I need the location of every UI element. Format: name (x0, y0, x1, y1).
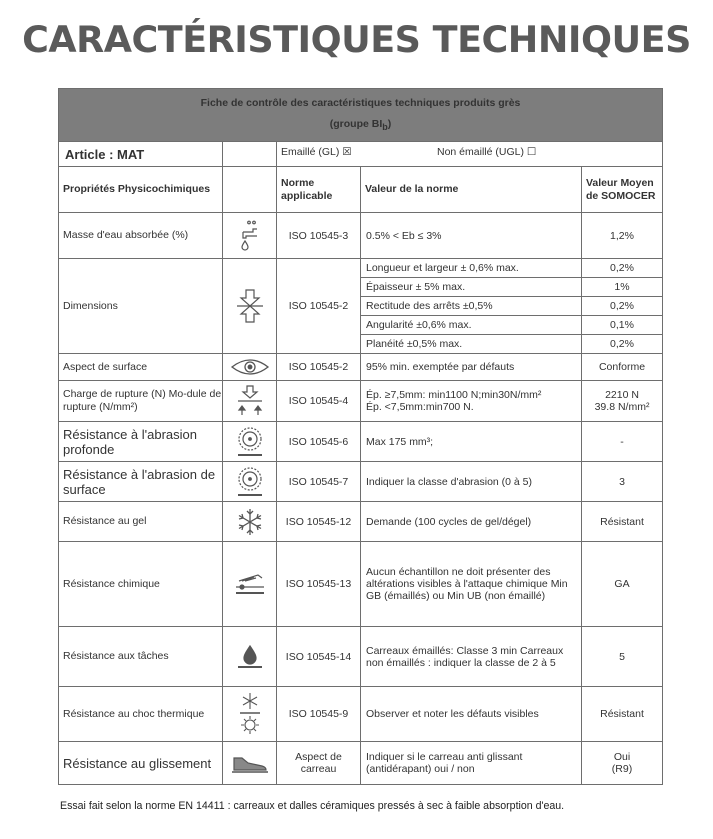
abrasion-disc-icon (235, 426, 265, 458)
chemical-attack-icon (234, 569, 266, 599)
table-row: Résistance au glissement Aspect de carreau Indiquer si le carreau anti glissant (antidérapant) oui / non Oui (R9) (59, 742, 663, 785)
rupture-load-icon (235, 385, 265, 417)
table-row: Aspect de surface ISO 10545-2 95% min. exemptée par défauts Conforme (59, 354, 663, 381)
table-title (59, 89, 663, 142)
eye-icon (230, 357, 270, 377)
article-spacer (223, 142, 277, 167)
technical-spec-table (58, 88, 663, 785)
stain-drop-icon (235, 643, 265, 671)
header-row (59, 167, 663, 213)
dimensions-arrows-icon (235, 288, 265, 324)
thermal-shock-icon (236, 692, 264, 736)
header-property: Propriétés Physicochimiques (59, 167, 223, 213)
table-row: Résistance à l'abrasion de surface ISO 10545-7 Indiquer la classe d'abrasion (0 à 5) 3 (59, 462, 663, 502)
shoe-slip-icon (230, 752, 270, 774)
table-title-line1: Fiche de contrôle des caractéristiques techniques produits grès (200, 97, 521, 109)
article-label: Article : MAT (59, 142, 223, 167)
table-row: Masse d'eau absorbée (%) ISO 10545-3 0.5% < Eb ≤ 3% 1,2% (59, 213, 663, 259)
enamel-ugl-option: Non émaillé (UGL) ☐ (437, 146, 537, 158)
header-icon (223, 167, 277, 213)
table-row: Résistance à l'abrasion profonde ISO 10545-6 Max 175 mm³; - (59, 422, 663, 462)
table-title-line2: (groupe $BI_b$) (329, 118, 392, 132)
water-tap-icon (237, 220, 263, 252)
header-avg: Valeur Moyen de SOMOCER (582, 167, 663, 213)
enamel-options (277, 142, 663, 167)
table-row: Rectitude des arrêts ±0,5% 0,2% (59, 297, 663, 316)
footnote: Essai fait selon la norme EN 14411 : carreaux et dalles céramiques pressés à sec à faible absorption d'eau. (60, 800, 565, 812)
table-row: Résistance au gel ISO 10545-12 Demande (100 cycles de gel/dégel) Résistant (59, 502, 663, 542)
table-row: Planéité ±0,5% max. 0,2% (59, 335, 663, 354)
snowflake-icon (235, 507, 265, 537)
table-row: Charge de rupture (N) Mo-dule de rupture (N/mm²) ISO 10545-4 Ép. ≥7,5mm: min1100 N;min30N/mm² Ép. <7,5mm:min700 N. 2210 N 39.8 N/mm² (59, 381, 663, 422)
header-norm-value: Valeur de la norme (361, 167, 582, 213)
header-norm: Norme applicable (277, 167, 361, 213)
table-row: Dimensions ISO 10545-2 Longueur et largeur ± 0,6% max. 0,2% (59, 259, 663, 278)
table-row: Résistance au choc thermique ISO 10545-9 Observer et noter les défauts visibles Résistant (59, 687, 663, 742)
enamel-gl-option: Emaillé (GL) ☒ (281, 146, 352, 158)
page-title: CARACTÉRISTIQUES TECHNIQUES (22, 18, 691, 61)
article-value: MAT (117, 146, 145, 162)
abrasion-surface-icon (235, 466, 265, 498)
table-row: Épaisseur ± 5% max. 1% (59, 278, 663, 297)
table-row: Résistance aux tâches ISO 10545-14 Carreaux émaillés: Classe 3 min Carreaux non émaillés : indiquer la classe de 2 à 5 5 (59, 627, 663, 687)
table-row: Résistance chimique ISO 10545-13 Aucun échantillon ne doit présenter des altérations visibles à l'attaque chimique Min GB (émaillés) ou Min UB (non émaillé) GA (59, 542, 663, 627)
table-row: Angularité ±0,6% max. 0,1% (59, 316, 663, 335)
